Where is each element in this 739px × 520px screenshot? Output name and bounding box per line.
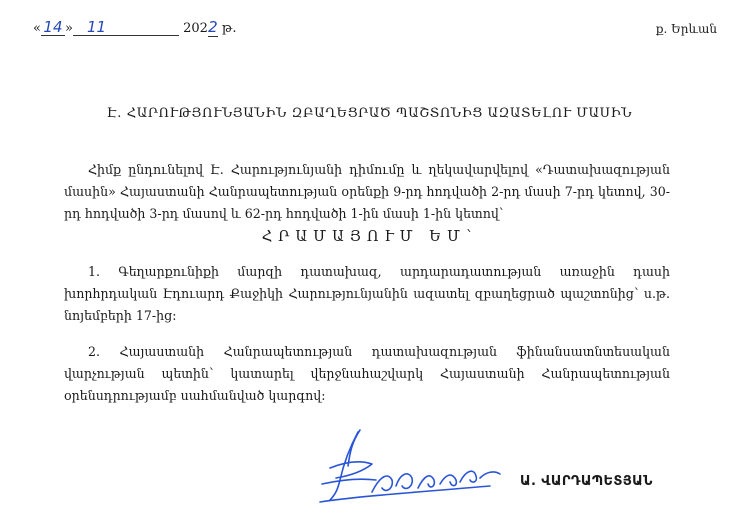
order-date xyxy=(33,18,236,37)
date-year-suffix: թ. xyxy=(222,21,237,36)
quote-open: « xyxy=(33,21,41,36)
intro-paragraph: Հիմք ընդունելով Է. Հարությունյանի դիմումը և ղեկավարվելով «Դատախազության մասին» Հայաստանի Հանրապետության օրենքի 9-րդ հոդվածի 2-րդ մասի 7-րդ կետով, 30-րդ հոդվածի 3-րդ մասով և 62-րդ հոդվածի 1-ին մասի 1-ին կետով՝ xyxy=(64,162,670,221)
date-day: 14 xyxy=(41,19,65,36)
quote-close: » xyxy=(64,21,73,36)
date-year-digit: 2 xyxy=(208,18,218,36)
order-item-1: 1. Գեղարքունիքի մարզի դատախազ, արդարադատության առաջին դասի խորհրդական Էդուարդ Քաջիկի Հարությունյանին ազատել զբաղեցրած պաշտոնից՝ ս.թ. նոյեմբերի 17-ից: xyxy=(64,264,670,323)
date-month: 11 xyxy=(73,19,179,36)
document-title: Է. ՀԱՐՈՒԹՅՈՒՆՅԱՆԻՆ ԶԲԱՂԵՑՐԱԾ ՊԱՇՏՈՆԻՑ ԱԶԱՏԵԼՈՒ ՄԱՍԻՆ xyxy=(106,106,633,121)
order-item-2: 2. Հայաստանի Հանրապետության դատախազության ֆինանսատնտեսական վարչության պետին՝ կատարել վերջնահաշվարկ Հայաստանի Հանրապետության օրենսդրությամբ սահմանված կարգով: xyxy=(64,344,670,403)
order-heading: ՀՐԱՄԱՅՈՒՄ ԵՄ՝ xyxy=(261,229,478,245)
handwritten-signature xyxy=(300,422,510,512)
city-label: ք. Երևան xyxy=(655,22,717,36)
signer-name: Ա. ՎԱՐԴԱՊԵՏՅԱՆ xyxy=(520,474,653,489)
date-year-prefix: 202 xyxy=(183,21,208,36)
